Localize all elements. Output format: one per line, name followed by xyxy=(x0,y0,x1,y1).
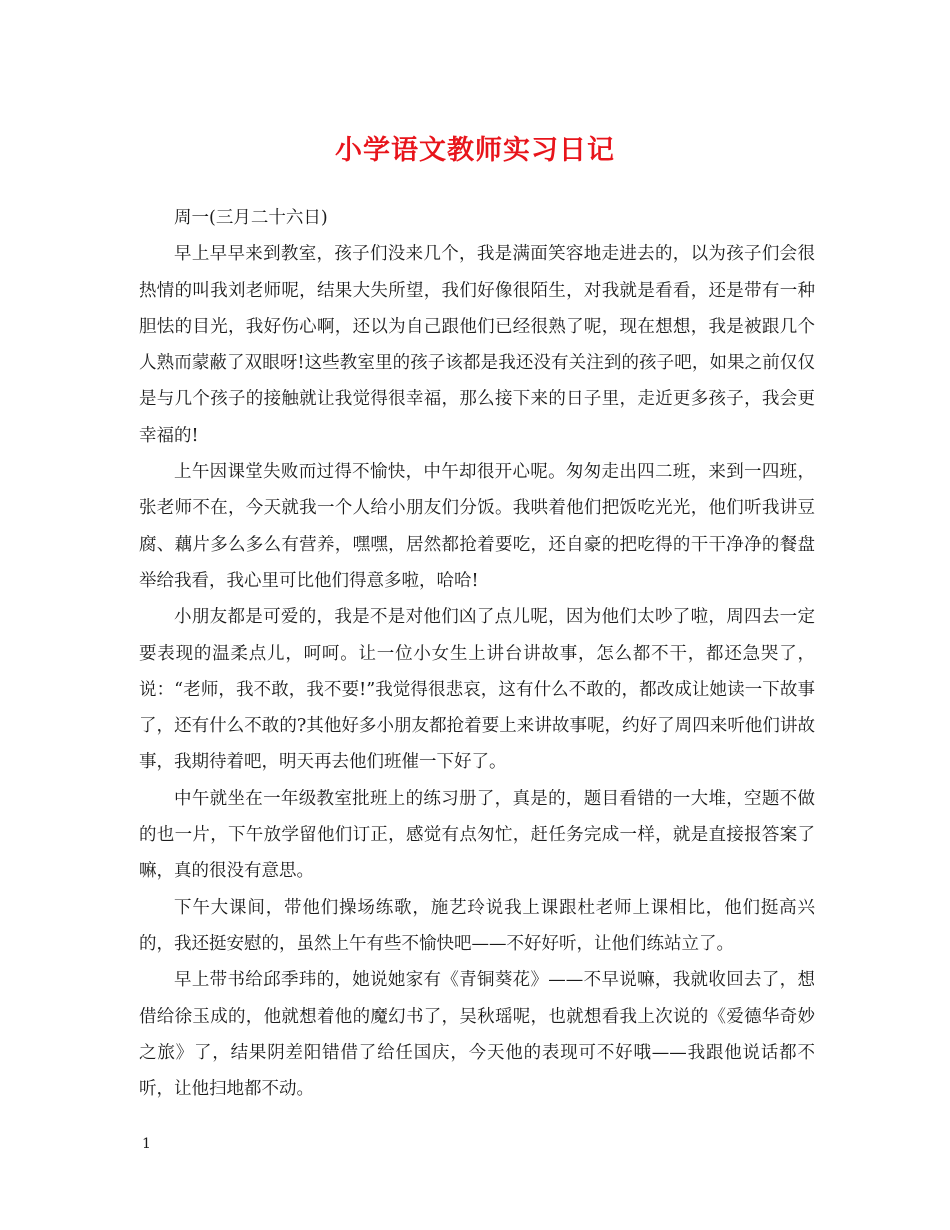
body-paragraph: 中午就坐在一年级教室批班上的练习册了，真是的，题目看错的一大堆，空题不做的也一片，下午放学留他们订正，感觉有点匆忙，赶任务完成一样，就是直接报答案了嘛，真的很没有意思。 xyxy=(139,788,815,882)
page-number: 1 xyxy=(142,1136,151,1152)
body-paragraph: 下午大课间，带他们操场练歌，施艺玲说我上课跟杜老师上课相比，他们挺高兴的，我还挺安慰的，虽然上午有些不愉快吧——不好好听，让他们练站立了。 xyxy=(139,897,815,954)
body-paragraph: 上午因课堂失败而过得不愉快，中午却很开心呢。匆匆走出四二班，来到一四班，张老师不在，今天就我一个人给小朋友们分饭。我哄着他们把饭吃光光，他们听我讲豆腐、藕片多么多么有营养，嘿嘿，居然都抢着要吃，还自豪的把吃得的干干净净的餐盘举给我看，我心里可比他们得意多啦，哈哈! xyxy=(139,462,815,591)
body-paragraph: 小朋友都是可爱的，我是不是对他们凶了点儿呢，因为他们太吵了啦，周四去一定要表现的温柔点儿，呵呵。让一位小女生上讲台讲故事，怎么都不干，都还急哭了，说：“老师，我不敢，我不要!”我觉得很悲哀，这有什么不敢的，都改成让她读一下故事了，还有什么不敢的?其他好多小朋友都抢着要上来讲故事呢，约好了周四来听他们讲故事，我期待着吧，明天再去他们班催一下好了。 xyxy=(139,607,815,773)
body-paragraph: 早上带书给邱季玮的，她说她家有《青铜葵花》——不早说嘛，我就收回去了，想借给徐玉成的，他就想着他的魔幻书了，吴秋瑶呢，也就想看我上次说的《爱德华奇妙之旅》了，结果阴差阳错借了给任国庆，今天他的表现可不好哦——我跟他说话都不听，让他扫地都不动。 xyxy=(139,970,815,1100)
document-body xyxy=(139,200,815,1107)
document-title: 小学语文教师实习日记 xyxy=(335,135,615,166)
body-paragraph: 早上早早来到教室，孩子们没来几个，我是满面笑容地走进去的，以为孩子们会很热情的叫我刘老师呢，结果大失所望，我们好像很陌生，对我就是看看，还是带有一种胆怯的目光，我好伤心啊，还以为自己跟他们已经很熟了呢，现在想想，我是被跟几个人熟而蒙蔽了双眼呀!这些教室里的孩子该都是我还没有关注到的孩子吧，如果之前仅仅是与几个孩子的接触就让我觉得很幸福，那么接下来的日子里，走近更多孩子，我会更幸福的! xyxy=(139,244,815,446)
date-heading: 周一(三月二十六日) xyxy=(174,208,328,228)
